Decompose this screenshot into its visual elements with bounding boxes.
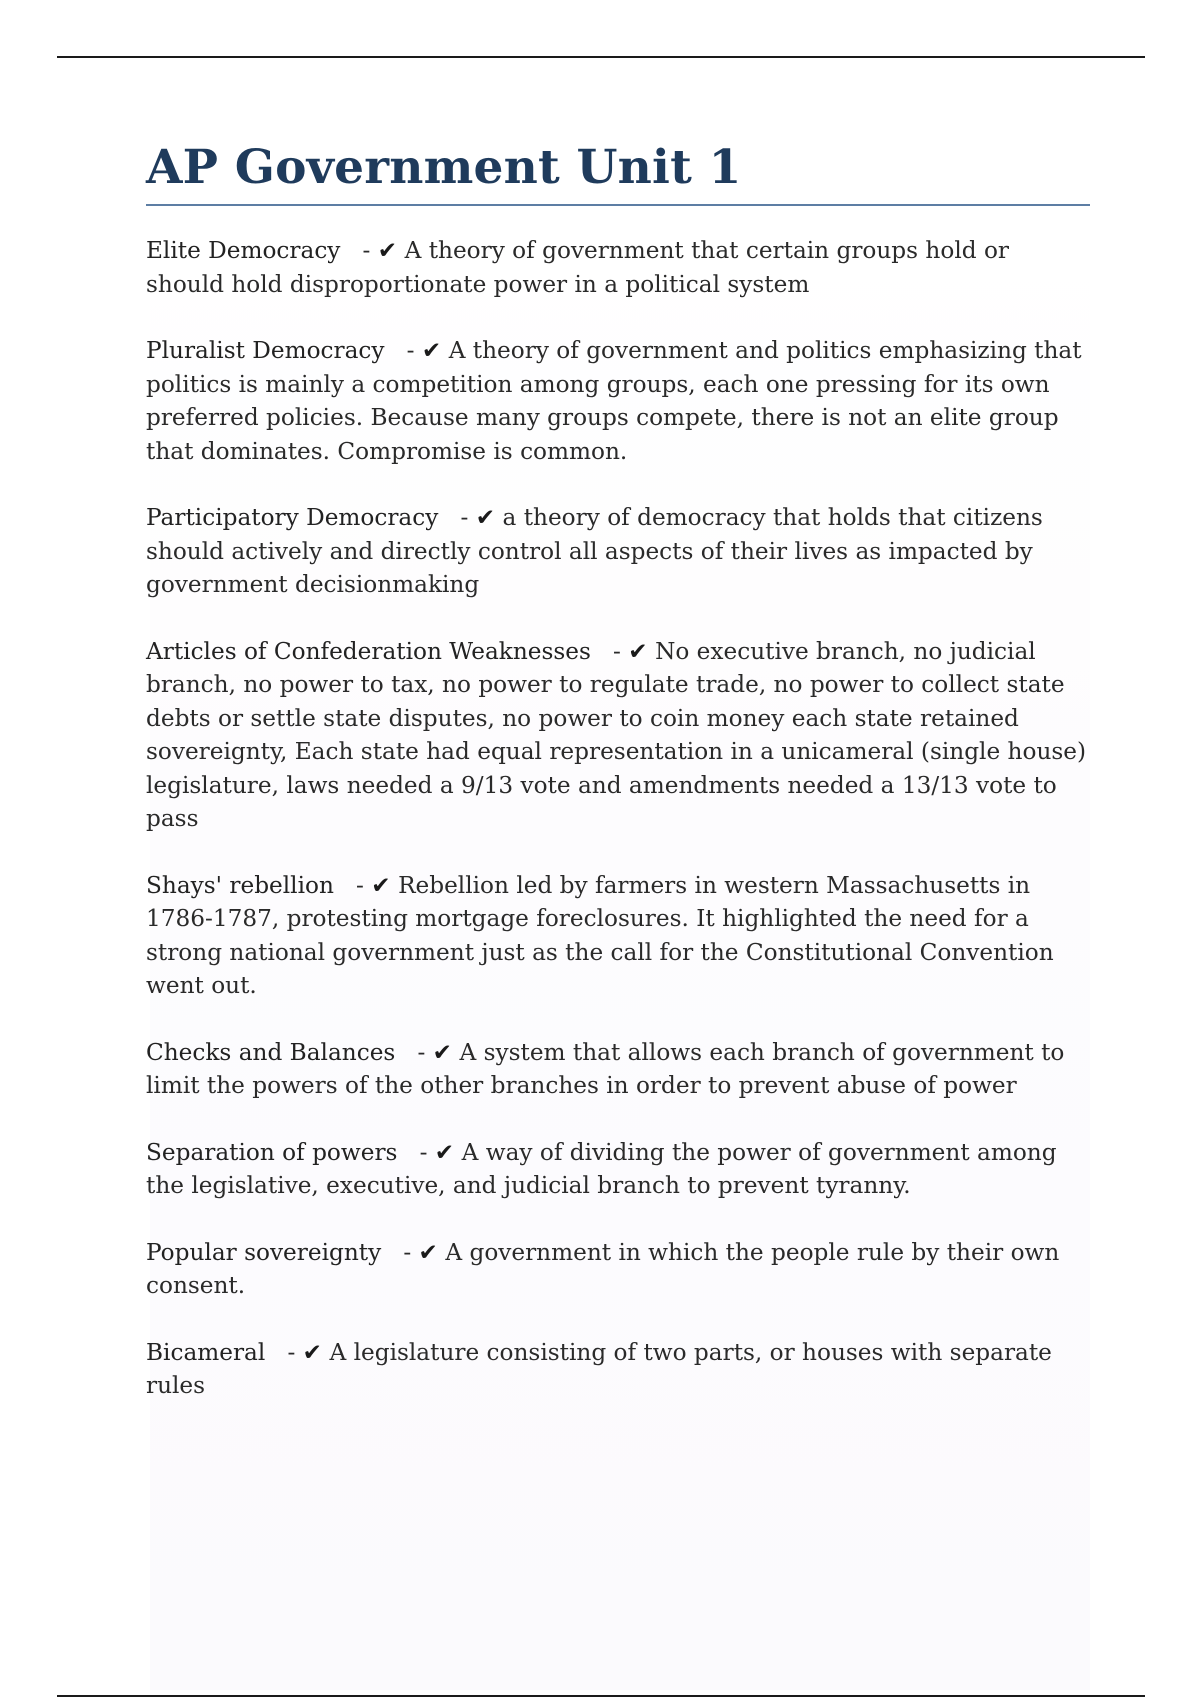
separator: - xyxy=(356,871,364,899)
check-mark-icon: ✔ xyxy=(371,871,391,899)
entry-definition: A theory of government that certain groups hold or should hold disproportionate power in a political system xyxy=(146,237,1009,298)
entry xyxy=(146,501,1090,602)
check-mark-icon: ✔ xyxy=(432,1038,453,1066)
entry xyxy=(146,1036,1090,1103)
entry-term: Articles of Confederation Weaknesses xyxy=(146,637,591,665)
entry-term: Participatory Democracy xyxy=(146,504,439,532)
separator: - xyxy=(613,637,621,665)
entry-definition: A theory of government and politics emphasizing that politics is mainly a competition among groups, each one pressing for its own preferred policies. Because many groups compete, there is not an elite group that dominates. Compromise is common. xyxy=(146,337,1082,465)
entry-definition: A system that allows each branch of government to limit the powers of the other branches in order to prevent abuse of power xyxy=(146,1038,1065,1100)
separator: - xyxy=(417,1038,426,1066)
entry-definition: Rebellion led by farmers in western Massachusetts in 1786-1787, protesting mortgage foreclosures. It highlighted the need for a strong national government just as the call for the Constitutional Convention went out. xyxy=(146,871,1054,1000)
separator: - xyxy=(406,337,415,365)
entry-definition: A government in which the people rule by their own consent. xyxy=(146,1238,1060,1300)
separator: - xyxy=(419,1138,428,1166)
title-underline xyxy=(146,204,1090,206)
separator: - xyxy=(362,237,371,265)
top-page-rule xyxy=(57,56,1145,58)
entry-list xyxy=(146,234,1090,1403)
document-body xyxy=(146,140,1090,1436)
separator: - xyxy=(403,1238,412,1266)
entry-term: Popular sovereignty xyxy=(146,1238,382,1266)
check-mark-icon: ✔ xyxy=(628,637,648,665)
check-mark-icon: ✔ xyxy=(418,1238,438,1266)
check-mark-icon: ✔ xyxy=(434,1138,455,1166)
separator: - xyxy=(287,1338,296,1366)
entry xyxy=(146,869,1090,1003)
entry xyxy=(146,635,1090,836)
entry-term: Separation of powers xyxy=(146,1138,398,1166)
entry-definition: A way of dividing the power of government among the legislative, executive, and judicial branch to prevent tyranny. xyxy=(146,1138,1057,1200)
bottom-page-rule xyxy=(57,1695,1145,1697)
check-mark-icon: ✔ xyxy=(421,337,442,365)
page-title: AP Government Unit 1 xyxy=(146,140,742,195)
entry xyxy=(146,1236,1090,1303)
entry xyxy=(146,234,1090,301)
separator: - xyxy=(460,504,469,532)
check-mark-icon: ✔ xyxy=(475,504,496,532)
entry xyxy=(146,1136,1090,1203)
entry-term: Checks and Balances xyxy=(146,1038,396,1066)
entry-definition: No executive branch, no judicial branch, no power to tax, no power to regulate trade, no power to collect state debts or settle state disputes, no power to coin money each state retained sovereignty, Each state had equal representation in a unicameral (single house) legislature, laws needed a 9/13 vote and amendments needed a 13/13 vote to pass xyxy=(146,637,1087,833)
check-mark-icon: ✔ xyxy=(377,237,398,265)
entry-definition: A legislature consisting of two parts, or houses with separate rules xyxy=(146,1338,1052,1400)
entry-term: Pluralist Democracy xyxy=(146,337,385,365)
entry xyxy=(146,1336,1090,1403)
entry-term: Bicameral xyxy=(146,1338,266,1366)
entry-definition: a theory of democracy that holds that citizens should actively and directly control all aspects of their lives as impacted by government decisionmaking xyxy=(146,504,1043,599)
check-mark-icon: ✔ xyxy=(302,1338,323,1366)
entry-term: Elite Democracy xyxy=(146,237,341,265)
entry xyxy=(146,334,1090,468)
entry-term: Shays' rebellion xyxy=(146,871,334,899)
